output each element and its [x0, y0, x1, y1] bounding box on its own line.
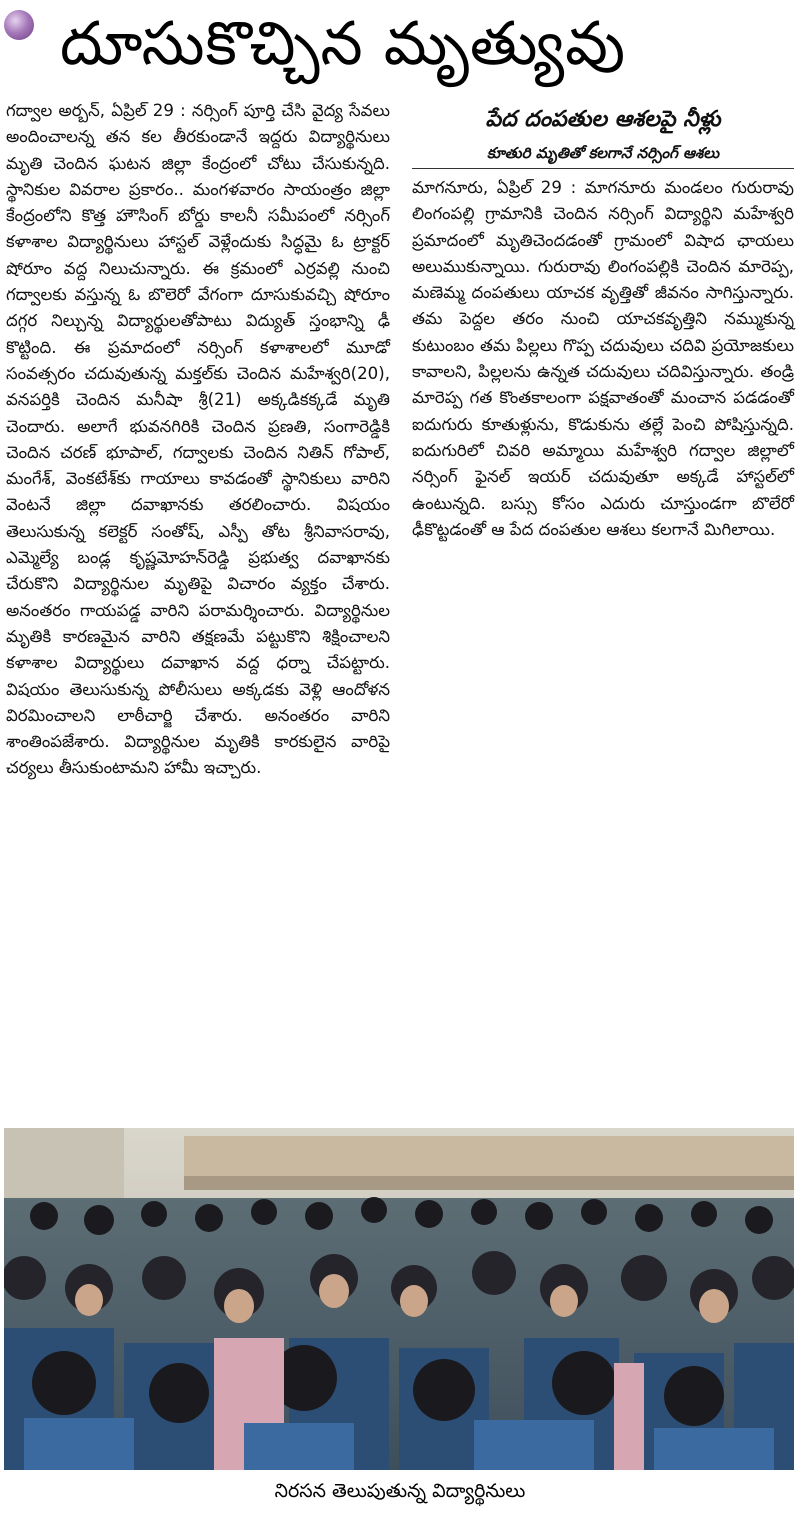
- headline-block: [0, 0, 800, 90]
- side-story-column: [412, 98, 794, 543]
- photo-caption: నిరసన తెలుపుతున్న విద్యార్థినులు: [274, 1480, 526, 1502]
- purple-bullet-icon: [4, 10, 34, 40]
- protest-photo: [4, 1128, 794, 1470]
- main-story-column: [6, 98, 390, 1118]
- side-story-heading: పేద దంపతుల ఆశలపై నీళ్లు: [485, 107, 721, 132]
- side-story-paragraph: మాగనూరు, ఏప్రిల్ 29 : మాగనూరు మండలం గురురావు లింగంపల్లి గ్రామానికి చెందిన నర్సింగ్ విద్యార్థిని మహేశ్వరి ప్రమాదంలో మృతిచెందడంతో గ్రామంలో విషాద ఛాయలు అలుముకున్నాయి. గురురావు లింగంపల్లికి చెందిన మారెప్ప, మణెమ్మ దంపతులు యాచక వృత్తితో జీవనం సాగిస్తున్నారు. తమ పెద్దల తరం నుంచి యాచకవృత్తిని నమ్ముకున్న కుటుంబం తమ పిల్లలు గొప్ప చదువులు చదివి ప్రయోజకులు కావాలని, పిల్లలను ఉన్నత చదువులు చదివిస్తున్నారు. తండ్రి మారెప్ప గత కొంతకాలంగా పక్షవాతంతో మంచాన పడడంతో ఐదుగురు కూతుళ్లును, కొడుకును తల్లే పెంచి పోషిస్తున్నది. ఐదుగురిలో చివరి అమ్మాయి మహేశ్వరి గద్వాల జిల్లాలో నర్సింగ్ ఫైనల్ ఇయర్ చదువుతూ అక్కడే హాస్టల్‌లో ఉంటున్నది. బస్సు కోసం ఎదురు చూస్తుండగా బొలేరో ఢీకొట్టడంతో ఆ పేద దంపతుల ఆశలు కలగానే మిగిలాయి.: [412, 178, 794, 539]
- main-story-paragraph: గద్వాల అర్బన్, ఏప్రిల్ 29 : నర్సింగ్ పూర్తి చేసి వైద్య సేవలు అందించాలన్న తన కల తీరకుండానే ఇద్దరు విద్యార్థినులు మృతి చెందిన ఘటన జిల్లా కేంద్రంలో చోటు చేసుకున్నది. స్థానికుల వివరాల ప్రకారం.. మంగళవారం సాయంత్రం జిల్లా కేంద్రంలోని కొత్త హౌసింగ్ బోర్డు కాలనీ సమీపంలో నర్సింగ్ కళాశాల విద్యార్థినులు హాస్టల్ వెళ్లేందుకు సిద్ధమై ఓ ట్రాక్టర్ షోరూం వద్ద నిలుచున్నారు. ఈ క్రమంలో ఎర్రవల్లి నుంచి గద్వాలకు వస్తున్న ఓ బొలెరో వేగంగా దూసుకువచ్చి షోరూం దగ్గర నిల్చున్న విద్యార్థులతోపాటు విద్యుత్ స్తంభాన్ని ఢీ కొట్టింది. ఈ ప్రమాదంలో నర్సింగ్ కళాశాలలో మూడో సంవత్సరం చదువుతున్న మక్తల్‌కు చెందిన మహేశ్వరి(20), వనపర్తికి చెందిన మనీషా శ్రీ(21) అక్కడికక్కడే మృతి చెందారు. అలాగే భువనగిరికి చెందిన ప్రణతి, సంగారెడ్డికి చెందిన చరణ్ భూపాల్, గద్వాలకు చెందిన నితిన్ గోపాల్, మంగేశ్, వెంకటేశ్‌కు గాయాలు కావడంతో స్థానికులు వారిని వెంటనే జిల్లా దవాఖానకు తరలించారు. విషయం తెలుసుకున్న కలెక్టర్ సంతోష్, ఎస్పీ తోట శ్రీనివాసరావు, ఎమ్మెల్యే బండ్ల కృష్ణమోహన్‌రెడ్డి ప్రభుత్వ దవాఖానకు చేరుకొని విద్యార్థినుల మృతిపై విచారం వ్యక్తం చేశారు. అనంతరం గాయపడ్డ వారిని పరామర్శించారు. విద్యార్థినుల మృతికి కారణమైన వారిని తక్షణమే పట్టుకొని శిక్షించాలని కళాశాల విద్యార్థులు దవాఖాన వద్ద ధర్నా చేపట్టారు. విషయం తెలుసుకున్న పోలీసులు అక్కడకు వెళ్లి ఆందోళన విరమించాలని లాఠీచార్జి చేశారు. అనంతరం వారిని శాంతింపజేశారు. విద్యార్థినుల మృతికి కారకులైన వారిపై చర్యలు తీసుకుంటామని హామీ ఇచ్చారు.: [6, 101, 390, 778]
- headline: దూసుకొచ్చిన మృత్యువు: [60, 9, 627, 79]
- crowd-photo-illustration: [4, 1128, 794, 1470]
- side-story-deck: కూతురి మృతితో కలగానే నర్సింగ్ ఆశలు: [412, 138, 794, 169]
